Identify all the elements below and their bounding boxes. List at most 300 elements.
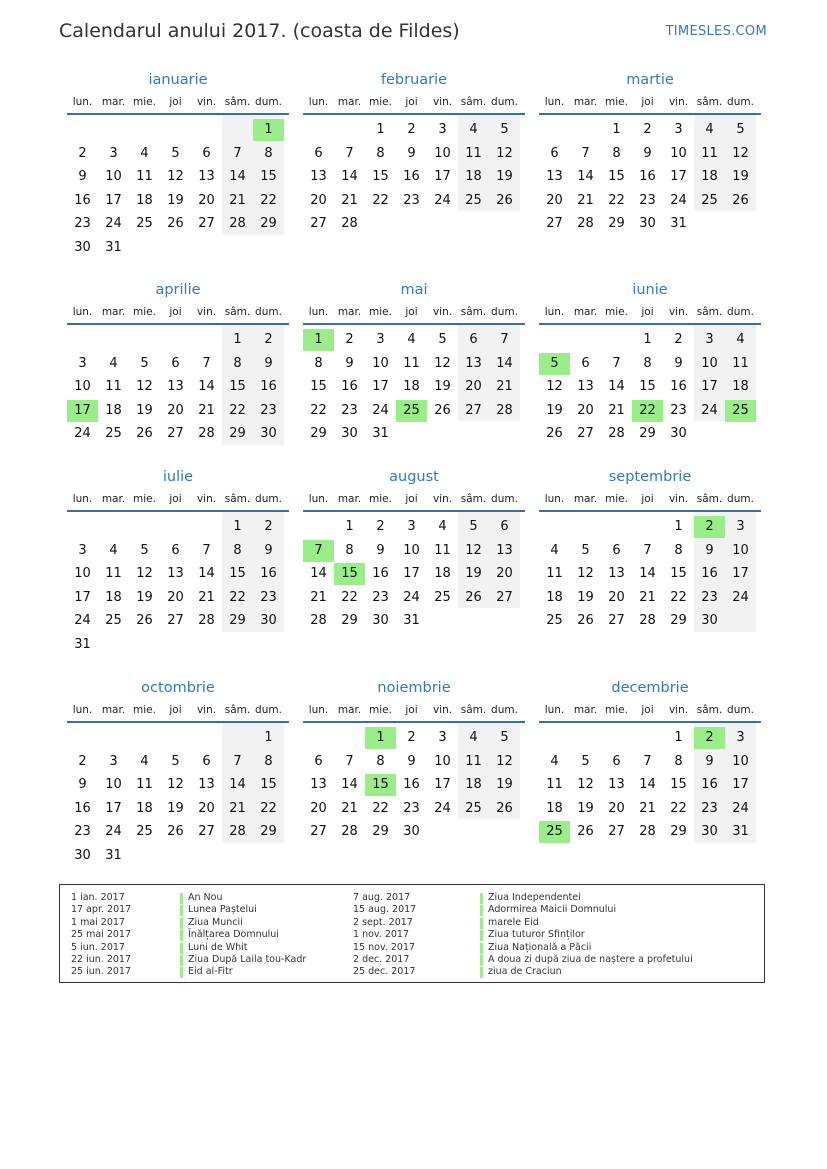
day-cell: 17 — [105, 800, 122, 816]
legend-color-marker — [180, 967, 183, 978]
day-cell: 30 — [260, 613, 277, 628]
day-cell: 29 — [372, 824, 389, 839]
weekday-label: mar. — [101, 306, 126, 318]
weekday-label: joi — [405, 306, 418, 318]
day-cell: 4 — [469, 122, 478, 137]
day-cell: 9 — [674, 355, 683, 371]
day-cell: 3 — [438, 122, 447, 137]
weekday-label: mar. — [337, 704, 362, 716]
day-cell: 22 — [310, 402, 327, 418]
weekday-label: vin. — [196, 96, 217, 108]
day-cell: 18 — [701, 169, 718, 184]
legend-date: 15 aug. 2017 — [353, 904, 417, 916]
weekday-header — [539, 493, 761, 509]
day-cell: 29 — [608, 216, 625, 231]
weekday-label: vin. — [668, 704, 689, 716]
day-cell: 27 — [167, 613, 184, 628]
weekday-label: dum. — [727, 96, 754, 108]
day-cell: 10 — [434, 145, 451, 161]
day-cell: 6 — [202, 145, 211, 161]
weekday-label: vin. — [432, 96, 453, 108]
day-cell: 10 — [105, 169, 122, 184]
day-cell: 4 — [438, 519, 447, 534]
legend-color-marker — [480, 943, 483, 954]
weekday-label: mar. — [101, 96, 126, 108]
day-cell: 26 — [434, 402, 451, 418]
holiday-day-cell: 15 — [334, 563, 365, 585]
day-cell: 24 — [74, 426, 91, 441]
weekday-header — [67, 493, 289, 509]
day-cell: 19 — [546, 402, 563, 418]
day-cell: 26 — [136, 426, 153, 441]
legend-date: 2 dec. 2017 — [353, 954, 410, 965]
day-cell: 5 — [500, 122, 509, 137]
day-cell: 23 — [670, 402, 687, 418]
day-cell: 28 — [198, 613, 215, 628]
day-cell: 8 — [314, 355, 323, 371]
day-cell: 12 — [167, 169, 184, 184]
weekday-label: mie. — [133, 96, 156, 108]
day-cell: 2 — [407, 730, 416, 745]
holiday-day-cell: 2 — [694, 516, 725, 538]
day-cell: 2 — [264, 332, 273, 347]
month-name: februarie — [380, 72, 448, 88]
day-cell: 6 — [612, 753, 621, 769]
holiday-day-cell: 7 — [303, 540, 334, 562]
legend-holiday-name: Ziua Muncii — [188, 916, 243, 928]
day-cell: 14 — [341, 169, 358, 184]
day-cell: 23 — [639, 192, 656, 208]
day-cell: 24 — [670, 192, 687, 208]
day-cell: 11 — [434, 542, 451, 558]
day-cell: 19 — [167, 192, 184, 208]
day-cell: 3 — [78, 355, 87, 371]
weekday-label: mar. — [337, 306, 362, 318]
day-cell: 24 — [434, 800, 451, 816]
weekday-label: sâm. — [224, 306, 251, 318]
day-cell: 4 — [407, 332, 416, 347]
day-cell: 2 — [78, 145, 87, 161]
day-cell: 9 — [78, 169, 87, 184]
day-cell: 27 — [496, 589, 513, 605]
day-cell: 29 — [341, 613, 358, 628]
month-name: septembrie — [608, 469, 692, 485]
weekday-label: lun. — [544, 704, 565, 716]
holiday-day-cell: 2 — [694, 727, 725, 749]
day-cell: 20 — [198, 192, 215, 208]
day-cell: 30 — [670, 426, 687, 441]
day-cell: 8 — [345, 542, 354, 558]
weekday-label: mie. — [369, 493, 392, 505]
day-cell: 27 — [310, 824, 327, 839]
day-cell: 13 — [465, 355, 482, 371]
month-name: decembrie — [611, 680, 689, 696]
weekday-label: vin. — [668, 96, 689, 108]
holiday-day-cell: 25 — [725, 400, 756, 422]
day-cell: 27 — [577, 426, 594, 441]
day-cell: 15 — [260, 169, 277, 184]
day-cell: 30 — [639, 216, 656, 231]
holiday-legend — [59, 884, 765, 983]
day-cell: 4 — [140, 753, 149, 769]
day-cell: 17 — [670, 169, 687, 184]
day-cell: 20 — [310, 800, 327, 816]
legend-color-marker — [480, 918, 483, 929]
day-cell: 21 — [577, 192, 594, 208]
day-cell: 26 — [577, 824, 594, 839]
day-cell: 24 — [403, 589, 420, 605]
weekday-label: vin. — [196, 493, 217, 505]
weekday-label: sâm. — [224, 96, 251, 108]
day-cell: 25 — [136, 216, 153, 231]
day-cell: 19 — [465, 566, 482, 581]
day-cell: 14 — [639, 777, 656, 792]
day-cell: 18 — [546, 800, 563, 816]
day-cell: 10 — [732, 542, 749, 558]
weekday-label: sâm. — [696, 96, 723, 108]
day-cell: 4 — [140, 145, 149, 161]
day-cell: 9 — [407, 145, 416, 161]
weekday-label: vin. — [196, 704, 217, 716]
day-cell: 1 — [233, 519, 242, 534]
day-cell: 11 — [105, 566, 122, 581]
holiday-day-cell: 22 — [632, 400, 663, 422]
day-cell: 18 — [105, 402, 122, 418]
day-cell: 8 — [674, 542, 683, 558]
weekday-label: dum. — [491, 493, 518, 505]
day-cell: 12 — [434, 355, 451, 371]
day-cell: 23 — [341, 402, 358, 418]
day-cell: 13 — [310, 777, 327, 792]
day-cell: 21 — [310, 589, 327, 605]
month-name: octombrie — [141, 680, 215, 696]
day-cell: 12 — [136, 379, 153, 394]
weekday-label: vin. — [432, 306, 453, 318]
weekday-label: sâm. — [460, 704, 487, 716]
day-cell: 6 — [581, 355, 590, 371]
day-cell: 22 — [372, 800, 389, 816]
legend-date: 7 aug. 2017 — [353, 892, 411, 903]
day-cell: 2 — [78, 753, 87, 769]
legend-color-marker — [180, 930, 183, 941]
weekday-label: dum. — [491, 306, 518, 318]
month-name: august — [389, 469, 439, 485]
day-cell: 5 — [581, 542, 590, 558]
legend-date: 22 iun. 2017 — [71, 954, 132, 965]
day-cell: 16 — [639, 169, 656, 184]
day-cell: 30 — [74, 239, 91, 255]
day-cell: 28 — [496, 402, 513, 418]
day-cell: 14 — [577, 169, 594, 184]
day-cell: 7 — [202, 355, 211, 371]
day-cell: 1 — [376, 122, 385, 137]
day-cell: 2 — [345, 332, 354, 347]
day-cell: 21 — [341, 800, 358, 816]
day-cell: 10 — [403, 542, 420, 558]
day-cell: 14 — [310, 566, 327, 581]
day-cell: 11 — [546, 566, 563, 581]
day-cell: 14 — [229, 777, 246, 792]
day-cell: 17 — [403, 566, 420, 581]
day-cell: 23 — [403, 192, 420, 208]
day-cell: 15 — [670, 777, 687, 792]
weekday-label: sâm. — [696, 306, 723, 318]
day-cell: 23 — [403, 800, 420, 816]
day-cell: 4 — [469, 730, 478, 745]
day-cell: 22 — [260, 800, 277, 816]
day-cell: 28 — [577, 216, 594, 231]
weekday-label: vin. — [196, 306, 217, 318]
day-cell: 13 — [496, 542, 513, 558]
weekday-label: mar. — [573, 96, 598, 108]
weekday-label: lun. — [308, 704, 329, 716]
day-cell: 16 — [74, 192, 91, 208]
day-cell: 6 — [202, 753, 211, 769]
weekday-label: mie. — [369, 704, 392, 716]
day-cell: 4 — [109, 355, 118, 371]
weekday-label: joi — [169, 96, 182, 108]
day-cell: 31 — [105, 239, 122, 255]
day-cell: 11 — [105, 379, 122, 394]
day-cell: 22 — [229, 589, 246, 605]
day-cell: 18 — [465, 777, 482, 792]
legend-holiday-name: Ziua Națională a Păcii — [488, 941, 592, 953]
day-cell: 11 — [465, 753, 482, 769]
day-cell: 15 — [670, 566, 687, 581]
holiday-day-cell: 25 — [396, 400, 427, 422]
weekday-label: lun. — [308, 306, 329, 318]
day-cell: 20 — [465, 379, 482, 394]
day-cell: 10 — [372, 355, 389, 371]
weekday-label: mar. — [337, 96, 362, 108]
holiday-day-cell: 15 — [365, 774, 396, 796]
legend-color-marker — [480, 955, 483, 966]
day-cell: 16 — [670, 379, 687, 394]
day-cell: 18 — [732, 379, 749, 394]
day-cell: 7 — [233, 753, 242, 769]
day-cell: 18 — [403, 379, 420, 394]
weekday-label: joi — [405, 704, 418, 716]
day-cell: 21 — [639, 589, 656, 605]
day-cell: 15 — [639, 379, 656, 394]
weekday-label: dum. — [491, 704, 518, 716]
day-cell: 13 — [546, 169, 563, 184]
day-cell: 1 — [233, 332, 242, 347]
weekday-label: joi — [641, 96, 654, 108]
day-cell: 5 — [438, 332, 447, 347]
legend-holiday-name: marele Eid — [488, 916, 539, 928]
day-cell: 20 — [608, 589, 625, 605]
day-cell: 24 — [732, 800, 749, 816]
day-cell: 27 — [608, 613, 625, 628]
day-cell: 12 — [732, 145, 749, 161]
weekday-label: joi — [169, 704, 182, 716]
day-cell: 21 — [341, 192, 358, 208]
day-cell: 28 — [229, 216, 246, 231]
legend-holiday-name: Ziua Independentei — [488, 892, 581, 903]
day-cell: 29 — [670, 613, 687, 628]
month-name: mai — [400, 282, 428, 298]
day-cell: 12 — [577, 777, 594, 792]
day-cell: 9 — [78, 777, 87, 792]
day-cell: 21 — [198, 589, 215, 605]
day-cell: 29 — [260, 824, 277, 839]
legend-color-marker — [180, 943, 183, 954]
legend-date: 25 dec. 2017 — [353, 966, 416, 978]
weekday-label: sâm. — [696, 704, 723, 716]
day-cell: 13 — [198, 169, 215, 184]
brand-logo-link[interactable]: TIMESLES.COM — [665, 24, 767, 39]
day-cell: 18 — [546, 589, 563, 605]
day-cell: 18 — [465, 169, 482, 184]
day-cell: 20 — [310, 192, 327, 208]
day-cell: 25 — [465, 192, 482, 208]
day-cell: 23 — [260, 402, 277, 418]
day-cell: 16 — [372, 566, 389, 581]
day-cell: 30 — [701, 824, 718, 839]
day-cell: 9 — [643, 145, 652, 161]
day-cell: 25 — [701, 192, 718, 208]
day-cell: 8 — [233, 355, 242, 371]
legend-color-marker — [480, 893, 483, 904]
day-cell: 3 — [438, 730, 447, 745]
weekday-label: lun. — [72, 493, 93, 505]
weekday-header — [539, 704, 761, 720]
day-cell: 12 — [546, 379, 563, 394]
weekday-label: joi — [169, 493, 182, 505]
day-cell: 8 — [264, 753, 273, 769]
day-cell: 6 — [314, 145, 323, 161]
holiday-day-cell: 25 — [539, 821, 570, 843]
weekday-label: mar. — [573, 306, 598, 318]
weekday-header — [539, 96, 761, 112]
weekday-header — [67, 704, 289, 720]
day-cell: 29 — [229, 613, 246, 628]
weekday-header — [303, 96, 525, 112]
legend-holiday-name: Lunea Paștelui — [188, 904, 257, 916]
day-cell: 16 — [341, 379, 358, 394]
legend-color-marker — [480, 930, 483, 941]
day-cell: 19 — [136, 402, 153, 418]
legend-holiday-name: ziua de Craciun — [488, 966, 562, 978]
day-cell: 5 — [140, 355, 149, 371]
day-cell: 25 — [546, 613, 563, 628]
weekday-label: mar. — [573, 493, 598, 505]
month-name: iunie — [632, 282, 668, 298]
day-cell: 20 — [167, 402, 184, 418]
day-cell: 16 — [701, 566, 718, 581]
day-cell: 24 — [105, 216, 122, 231]
weekday-label: mie. — [605, 704, 628, 716]
legend-date: 1 mai 2017 — [71, 916, 125, 928]
day-cell: 17 — [105, 192, 122, 208]
legend-color-marker — [180, 893, 183, 904]
legend-date: 2 sept. 2017 — [353, 916, 413, 928]
day-cell: 22 — [608, 192, 625, 208]
day-cell: 8 — [643, 355, 652, 371]
weekday-label: vin. — [432, 704, 453, 716]
day-cell: 19 — [496, 169, 513, 184]
day-cell: 7 — [612, 355, 621, 371]
day-cell: 8 — [376, 753, 385, 769]
day-cell: 4 — [736, 332, 745, 347]
day-cell: 14 — [341, 777, 358, 792]
weekday-label: joi — [641, 493, 654, 505]
day-cell: 4 — [109, 542, 118, 558]
weekday-label: joi — [405, 493, 418, 505]
day-cell: 19 — [496, 777, 513, 792]
day-cell: 24 — [701, 402, 718, 418]
day-cell: 26 — [167, 216, 184, 231]
day-cell: 8 — [233, 542, 242, 558]
month-name: iulie — [162, 469, 194, 485]
weekday-label: sâm. — [696, 493, 723, 505]
day-cell: 25 — [465, 800, 482, 816]
day-cell: 17 — [74, 589, 91, 605]
day-cell: 31 — [372, 426, 389, 441]
day-cell: 10 — [74, 566, 91, 581]
day-cell: 9 — [705, 753, 714, 769]
day-cell: 7 — [500, 332, 509, 347]
day-cell: 10 — [105, 777, 122, 792]
day-cell: 27 — [198, 824, 215, 839]
day-cell: 5 — [171, 753, 180, 769]
weekday-label: lun. — [308, 96, 329, 108]
weekday-label: dum. — [255, 306, 282, 318]
day-cell: 26 — [577, 613, 594, 628]
day-cell: 11 — [403, 355, 420, 371]
day-cell: 21 — [639, 800, 656, 816]
legend-holiday-name: Înălțarea Domnului — [188, 929, 279, 941]
day-cell: 8 — [612, 145, 621, 161]
day-cell: 19 — [577, 589, 594, 605]
day-cell: 6 — [550, 145, 559, 161]
day-cell: 9 — [345, 355, 354, 371]
day-cell: 28 — [639, 824, 656, 839]
day-cell: 13 — [608, 777, 625, 792]
day-cell: 11 — [546, 777, 563, 792]
day-cell: 3 — [705, 332, 714, 347]
day-cell: 7 — [581, 145, 590, 161]
day-cell: 28 — [608, 426, 625, 441]
day-cell: 21 — [229, 192, 246, 208]
day-cell: 27 — [608, 824, 625, 839]
weekday-label: dum. — [255, 704, 282, 716]
weekday-label: mie. — [133, 704, 156, 716]
day-cell: 3 — [736, 730, 745, 745]
day-cell: 2 — [264, 519, 273, 534]
weekday-label: joi — [405, 96, 418, 108]
legend-holiday-name: Eid al-Fitr — [188, 966, 233, 978]
day-cell: 22 — [260, 192, 277, 208]
day-cell: 26 — [167, 824, 184, 839]
weekday-label: dum. — [491, 96, 518, 108]
day-cell: 29 — [670, 824, 687, 839]
day-cell: 26 — [496, 192, 513, 208]
day-cell: 13 — [577, 379, 594, 394]
day-cell: 15 — [310, 379, 327, 394]
legend-color-marker — [180, 905, 183, 916]
day-cell: 7 — [202, 542, 211, 558]
day-cell: 17 — [434, 777, 451, 792]
day-cell: 1 — [643, 332, 652, 347]
day-cell: 10 — [732, 753, 749, 769]
month-name: aprilie — [155, 282, 201, 298]
day-cell: 28 — [341, 216, 358, 231]
day-cell: 22 — [341, 589, 358, 605]
day-cell: 12 — [167, 777, 184, 792]
day-cell: 30 — [341, 426, 358, 441]
